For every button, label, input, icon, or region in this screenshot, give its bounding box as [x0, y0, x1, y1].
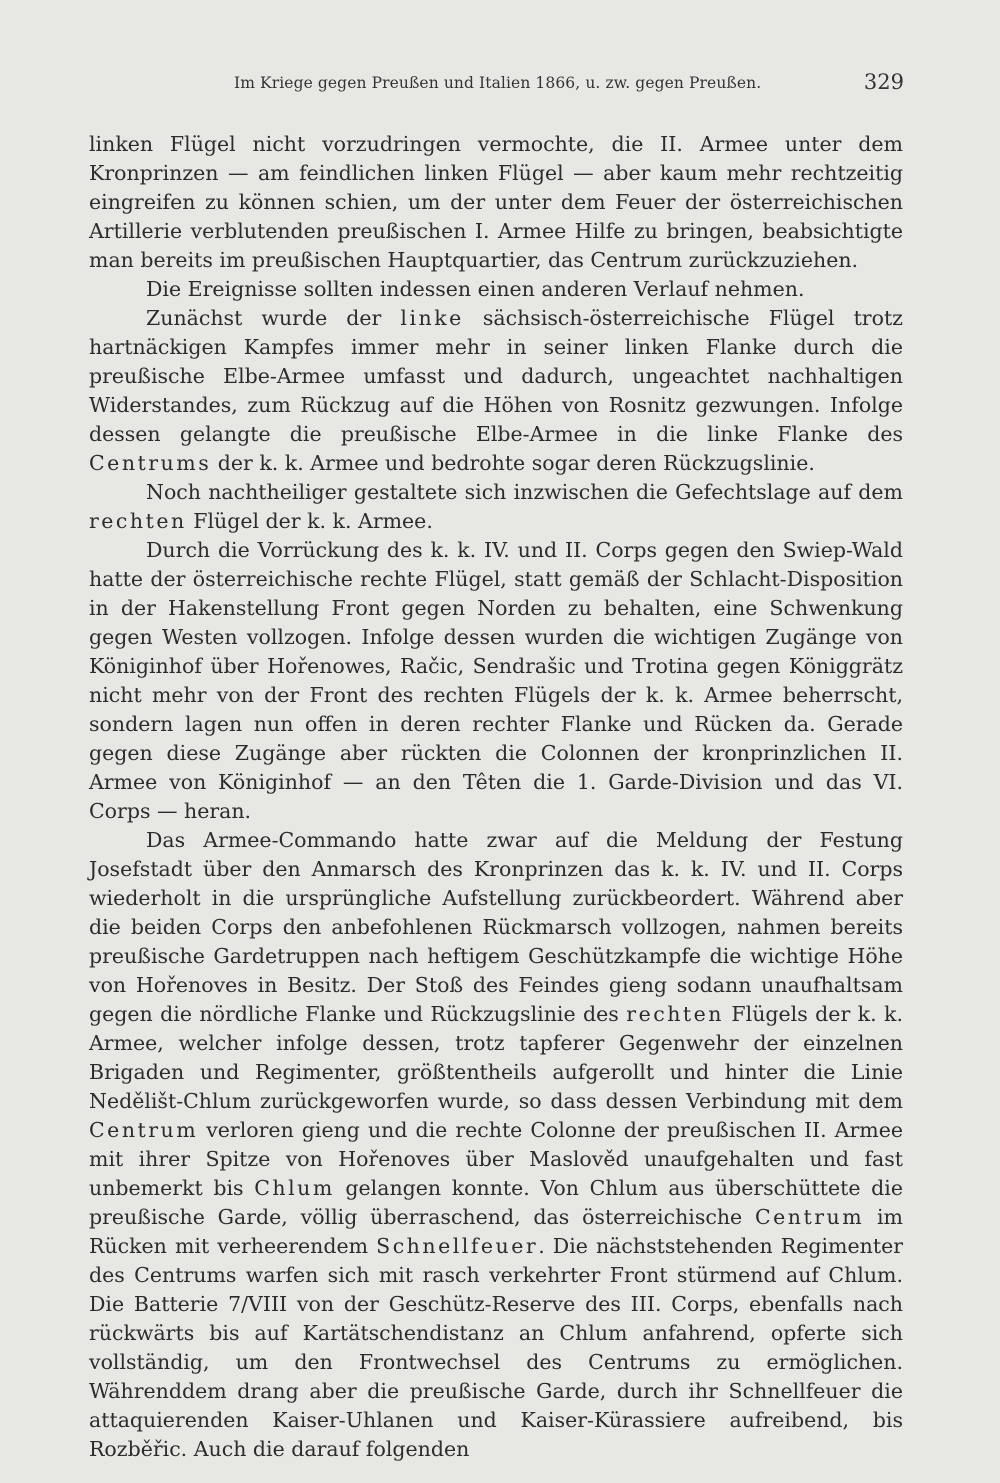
paragraph-text: . Die nächststehenden Regimenter des Centrums warfen sich mit rasch verkehrter Front stürmend auf Chlum. Die Batterie 7/VIII von der Geschütz-Reserve des III. Corps, ebenfalls nach rückwärts bis auf Kartätschendistanz an Chlum anfahrend, opferte sich vollständig, um den Frontwechsel des Centrums zu ermöglichen. Währenddem drang aber die preußische Garde, durch ihr Schnellfeuer die attaquierenden Kaiser-Uhlanen und Kaiser-Kürassiere aufreibend, bis Rozběřic. Auch die darauf folgenden — [89, 1234, 903, 1461]
page-number: 329 — [863, 70, 904, 94]
body-text — [89, 130, 903, 1464]
paragraph — [89, 536, 903, 826]
emphasized-text: Chlum — [254, 1176, 335, 1200]
paragraph — [89, 130, 903, 275]
emphasized-text: rechten — [89, 509, 187, 533]
paragraph — [89, 826, 903, 1464]
paragraph-text: Flügel der k. k. Armee. — [186, 509, 433, 533]
emphasized-text: Centrum — [89, 1118, 199, 1142]
paragraph-text: gelangen konnte. Von Chlum aus überschüttete die preußische Garde, völlig überraschend, das österreichische — [89, 1176, 903, 1229]
emphasized-text: Schnellfeuer — [376, 1234, 539, 1258]
emphasized-text: linke — [400, 306, 464, 330]
paragraph — [89, 478, 903, 536]
paragraph-text: linken Flügel nicht vorzudringen vermochte, die II. Armee unter dem Kronprinzen — am feindlichen linken Flügel — aber kaum mehr rechtzeitig eingreifen zu können schien, um der unter dem Feuer der österreichischen Artillerie verblutenden preußischen I. Armee Hilfe zu bringen, beabsichtigte man bereits im preußischen Hauptquartier, das Centrum zurückzuziehen. — [89, 132, 903, 272]
paragraph-text: Flügels der k. k. Armee, welcher infolge dessen, trotz tapferer Gegenwehr der einzelnen Brigaden und Regimenter, größtentheils aufgerollt und hinter die Linie Nedělišt-Chlum zurückgeworfen wurde, so dass dessen Verbindung mit dem — [89, 1002, 903, 1113]
running-header: Im Kriege gegen Preußen und Italien 1866, u. zw. gegen Preußen. — [234, 74, 762, 92]
emphasized-text: Centrum — [754, 1205, 865, 1229]
paragraph-text: verloren gieng und die rechte Colonne der preußischen II. Armee mit ihrer Spitze von Hořenoves über Maslověd unaufgehalten und fast unbemerkt bis — [89, 1118, 903, 1200]
paragraph-text: Das Armee-Commando hatte zwar auf die Meldung der Festung Josefstadt über den Anmarsch des Kronprinzen das k. k. IV. und II. Corps wiederholt in die ursprüngliche Aufstellung zurückbeordert. Während aber die beiden Corps den anbefohlenen Rückmarsch vollzogen, nahmen bereits preußische Gardetruppen nach heftigem Geschützkampfe die wichtige Höhe von Hořenoves in Besitz. Der Stoß des Feindes gieng sodann unaufhaltsam gegen die nördliche Flanke und Rückzugslinie des — [89, 828, 903, 1026]
paragraph-text: Durch die Vorrückung des k. k. IV. und II. Corps gegen den Swiep-Wald hatte der österreichische rechte Flügel, statt gemäß der Schlacht-Disposition in der Hakenstellung Front gegen Norden zu behalten, eine Schwenkung gegen Westen vollzogen. Infolge dessen wurden die wichtigen Zugänge von Königinhof über Hořenowes, Račic, Sendrašic und Trotina gegen Königgrätz nicht mehr von der Front des rechten Flügels der k. k. Armee beherrscht, sondern lagen nun offen in deren rechter Flanke und Rücken da. Gerade gegen diese Zugänge aber rückten die Colonnen der kronprinzlichen II. Armee von Königinhof — an den Têten die 1. Garde-Division und das VI. Corps — heran. — [89, 538, 903, 823]
paragraph-text: Noch nachtheiliger gestaltete sich inzwischen die Gefechtslage auf dem — [146, 480, 903, 504]
paragraph-text: sächsisch-österreichische Flügel trotz hartnäckigen Kampfes immer mehr in seiner linken Flanke durch die preußische Elbe-Armee umfasst und dadurch, ungeachtet nachhaltigen Widerstandes, zum Rückzug auf die Höhen von Rosnitz gezwungen. Infolge dessen gelangte die preußische Elbe-Armee in die linke Flanke des — [89, 306, 903, 446]
paragraph — [89, 275, 903, 304]
emphasized-text: Centrums — [89, 451, 212, 475]
paragraph-text: Die Ereignisse sollten indessen einen anderen Verlauf nehmen. — [146, 277, 805, 301]
paragraph-text: im Rücken mit verheerendem — [89, 1205, 903, 1258]
paragraph-text: der k. k. Armee und bedrohte sogar deren Rückzugslinie. — [211, 451, 815, 475]
emphasized-text: rechten — [626, 1002, 724, 1026]
paragraph-text: Zunächst wurde der — [146, 306, 401, 330]
paragraph — [89, 304, 903, 478]
